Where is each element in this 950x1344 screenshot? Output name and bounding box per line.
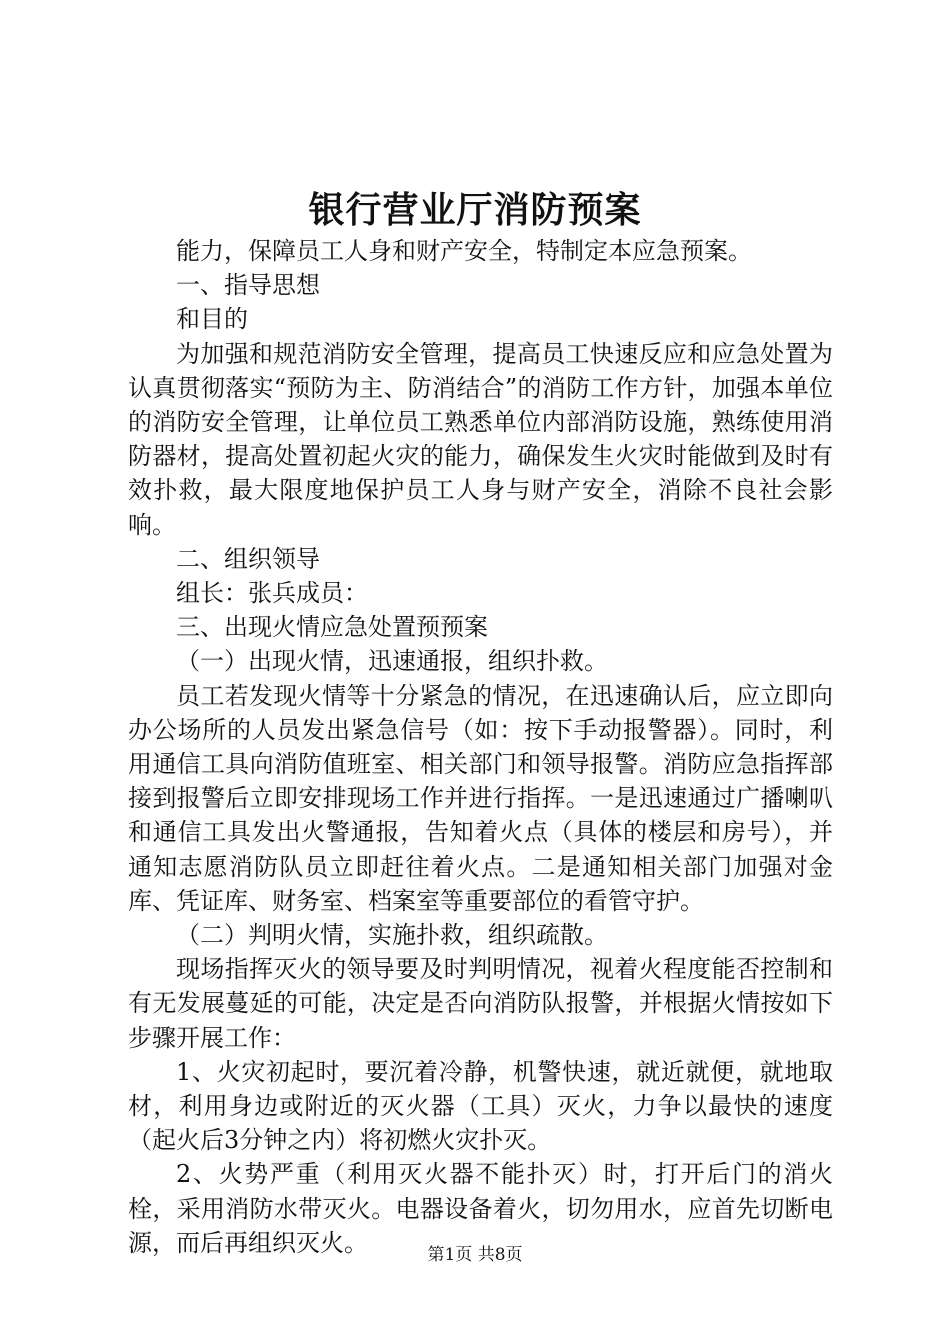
section-heading-continued: 和目的 [176, 305, 248, 334]
document-title: 银行营业厅消防预案 [308, 189, 642, 231]
section-heading: 三、出现火情应急处置预预案 [176, 613, 488, 642]
page-number-footer: 第1页 共8页 [427, 1245, 523, 1265]
paragraph: 组长：张兵成员： [176, 579, 368, 608]
document-body [128, 234, 833, 1260]
paragraph: 能力，保障员工人身和财产安全，特制定本应急预案。 [176, 237, 752, 265]
list-item: 1、火灾初起时，要沉着冷静，机警快速，就近就便，就地取材，利用身边或附近的灭火器（工具）灭火，力争以最快的速度（起火后3分钟之内）将初燃火灾扑灭。 [128, 1057, 833, 1155]
section-heading: 一、指导思想 [176, 271, 320, 300]
list-item: 2、火势严重（利用灭火器不能扑灭）时，打开后门的消火栓，采用消防水带灭火。电器设备着火，切勿用水，应首先切断电源，而后再组织灭火。 [128, 1160, 833, 1257]
subsection-heading: （一）出现火情，迅速通报，组织扑救。 [176, 647, 608, 676]
paragraph: 为加强和规范消防安全管理，提高员工快速反应和应急处置为认真贯彻落实“预防为主、防消结合”的消防工作方针，加强本单位的消防安全管理，让单位员工熟悉单位内部消防设施，熟练使用消防器材，提高处置初起火灾的能力，确保发生火灾时能做到及时有效扑救，最大限度地保护员工人身与财产安全，消除不良社会影响。 [128, 339, 833, 539]
subsection-heading: （二）判明火情，实施扑救，组织疏散。 [176, 921, 608, 950]
paragraph: 现场指挥灭火的领导要及时判明情况，视着火程度能否控制和有无发展蔓延的可能，决定是否向消防队报警，并根据火情按如下步骤开展工作： [128, 955, 833, 1052]
paragraph: 员工若发现火情等十分紧急的情况，在迅速确认后，应立即向办公场所的人员发出紧急信号（如：按下手动报警器）。同时，利用通信工具向消防值班室、相关部门和领导报警。消防应急指挥部接到报警后立即安排现场工作并进行指挥。一是迅速通过广播喇叭和通信工具发出火警通报，告知着火点（具体的楼层和房号），并通知志愿消防队员立即赶往着火点。二是通知相关部门加强对金库、凭证库、财务室、档案室等重要部位的看管守护。 [128, 681, 833, 915]
section-heading: 二、组织领导 [176, 544, 320, 573]
